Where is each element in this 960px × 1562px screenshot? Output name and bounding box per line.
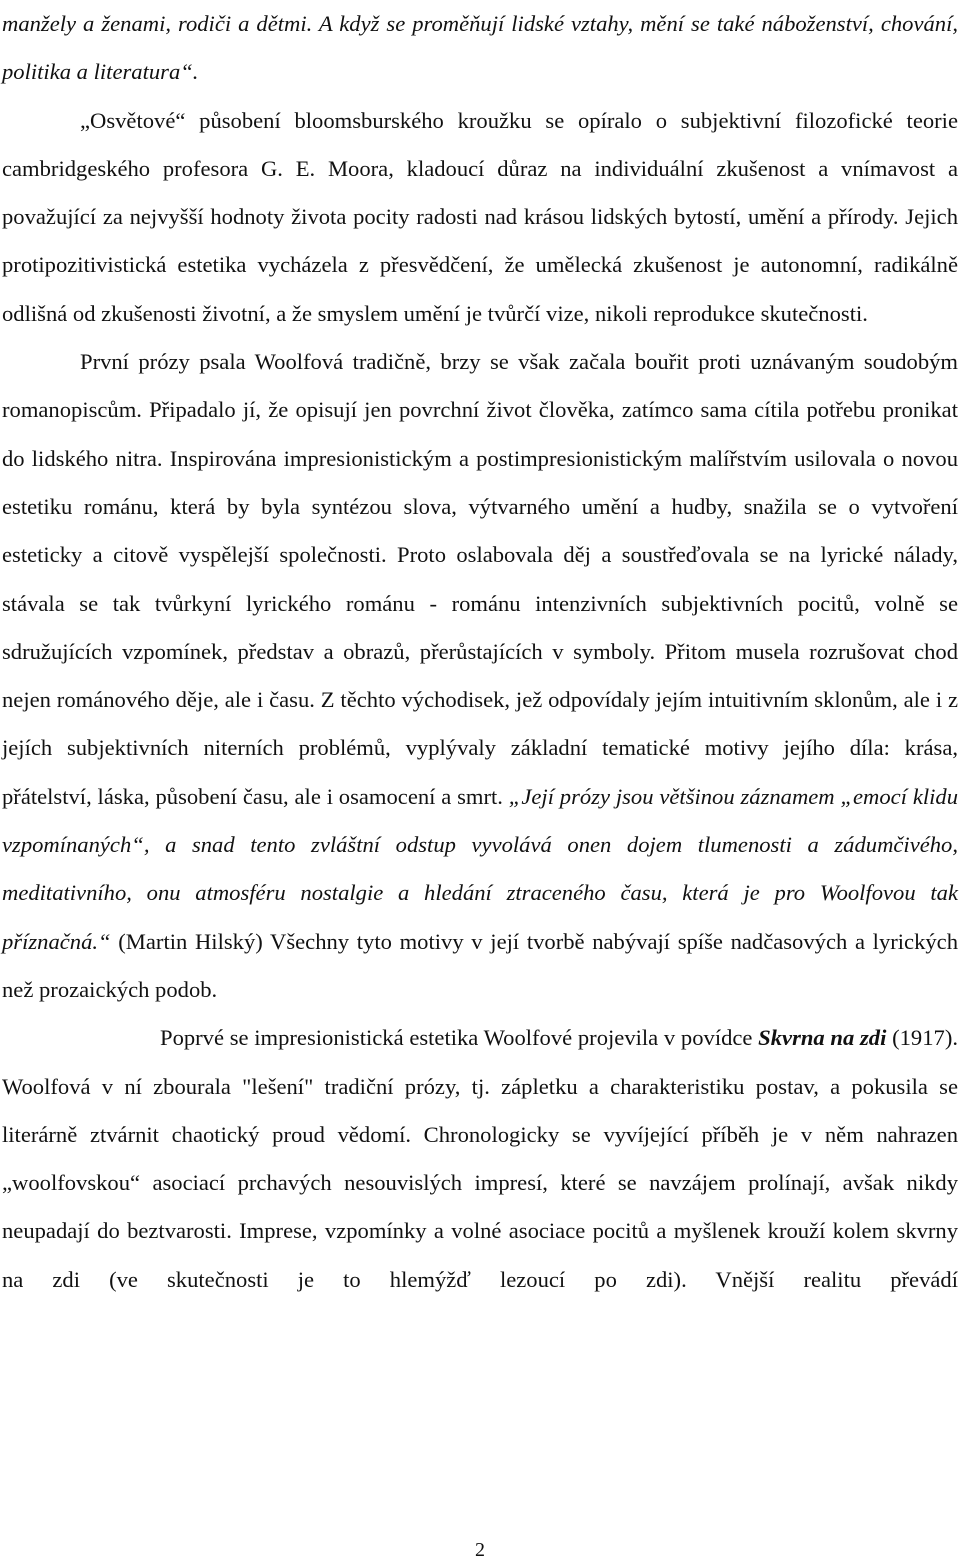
paragraph-skvrna [2,1014,958,1304]
paragraph-text: „Osvětové“ působení bloomsburského kroužku se opíralo o subjektivní filozofické teorie cambridgeského profesora G. E. Moora, kladoucí důraz na individuální zkušenost a vnímavost a považující za nejvyšší hodnoty života pocity radosti nad krásou lidských bytostí, umění a přírody. Jejich protipozitivistická estetika vycházela z přesvědčení, že umělecká zkušenost je autonomní, radikálně odlišná od zkušenosti životní, a že smyslem umění je tvůrčí vize, nikoli reprodukce skutečnosti. [2,107,958,326]
paragraph-quote-end [2,0,958,97]
paragraph-text: (1917). Woolfová v ní zbourala "lešení" tradiční prózy, tj. zápletku a charakteristiku postav, a pokusila se literárně ztvárnit chaotický proud vědomí. Chronologicky se vyvíjející příběh je v něm nahrazen „woolfovskou“ asociací prchavých nesouvislých impresí, které se navzájem prolínají, avšak nikdy neupadají do beztvarosti. Imprese, vzpomínky a volné asociace pocitů a myšlenek krouží kolem skvrny na zdi (ve skutečnosti je to hlemýžď lezoucí po zdi). Vnější realitu převádí [2,1025,958,1292]
paragraph-woolf-prose [2,338,958,1014]
paragraph-text: (Martin Hilský) Všechny tyto motivy v její tvorbě nabývají spíše nadčasových a lyrických než prozaických podob. [2,928,958,1002]
page-number: 2 [475,1539,485,1561]
body-text [2,0,958,1304]
paragraph-bloomsbury [2,97,958,338]
hilsky-quote: „Její prózy jsou většinou záznamem „emocí klidu vzpomínaných“, a snad tento zvláštní odstup vyvolává onen dojem tlumenosti a zádumčivého, meditativního, onu atmosféru nostalgie a hledání ztraceného času, která je pro Woolfovou tak příznačná.“ [2,783,958,954]
work-title: Skvrna na zdi [758,1025,887,1051]
quote-text: manžely a ženami, rodiči a dětmi. A když se proměňují lidské vztahy, mění se také náboženství, chování, politika a literatura“. [2,11,958,85]
paragraph-text: První prózy psala Woolfová tradičně, brzy se však začala bouřit proti uznávaným soudobým romanopiscům. Připadalo jí, že opisují jen povrchní život člověka, zatímco sama cítila potřebu pronikat do lidského nitra. Inspirována impresionistickým a postimpresionistickým malířstvím usilovala o novou estetiku románu, která by byla syntézou slova, výtvarného umění a hudby, snažila se o vytvoření esteticky a citově vyspělejší společnosti. Proto oslabovala děj a soustřeďovala se na lyrické nálady, stávala se tak tvůrkyní lyrického románu - románu intenzivních subjektivních pocitů, volně se sdružujících vzpomínek, představ a obrazů, přerůstajících v symboly. Přitom musela rozrušovat chod nejen románového děje, ale i času. Z těchto východisek, jež odpovídaly jejím intuitivním sklonům, ale i z jejích subjektivních niterních problémů, vyplývaly základní tematické motivy jejího díla: krása, přátelství, láska, působení času, ale i osamocení a smrt. [2,349,958,809]
paragraph-text: Poprvé se impresionistická estetika Woolfové projevila v povídce [160,1025,759,1051]
